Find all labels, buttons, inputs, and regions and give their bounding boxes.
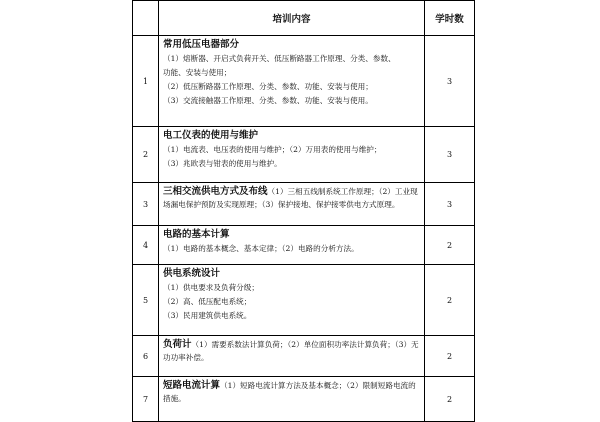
row-index: 6: [133, 336, 159, 377]
row-line: （1）熔断器、开启式负荷开关、低压断路器工作原理、分类、参数、: [163, 54, 396, 63]
row-line: （2）高、低压配电系统；: [163, 297, 252, 306]
row-hours: 2: [425, 265, 475, 336]
table-row: [133, 127, 475, 183]
row-index: 7: [133, 377, 159, 422]
row-content: [159, 265, 425, 336]
row-line: （2）低压断路器工作原理、分类、参数、功能、安装与使用；: [163, 82, 373, 91]
row-text: （1）短路电流计算方法及基本概念；（2）限制短路电流的措施。: [163, 381, 416, 403]
row-text: （1）需要系数法计算负荷；（2）单位面积功率法计算负荷；（3）无功功率补偿。: [163, 340, 419, 362]
table-header-row: [133, 1, 475, 36]
row-line: （3）民用建筑供电系统。: [163, 311, 252, 320]
row-hours: 3: [425, 36, 475, 127]
row-content: [159, 336, 425, 377]
row-content: [159, 127, 425, 183]
row-hours: 2: [425, 377, 475, 422]
row-title: 供电系统设计: [163, 268, 221, 279]
training-content-table: [132, 0, 475, 422]
row-title: 电工仪表的使用与维护: [163, 130, 259, 141]
table-row: [133, 377, 475, 422]
header-index: [133, 1, 159, 36]
row-text: （1）三相五线制系统工作原理；（2）工业现场漏电保护预防及实现原理；（3）保护接地、保护接零供电方式原理。: [163, 187, 418, 209]
row-paragraph: [163, 379, 421, 405]
header-content: 培训内容: [159, 1, 425, 36]
row-paragraph: [163, 338, 421, 364]
row-title: 三相交流供电方式及布线: [163, 186, 268, 197]
row-index: 4: [133, 226, 159, 265]
row-hours: 2: [425, 336, 475, 377]
row-content: [159, 36, 425, 127]
table-row: [133, 336, 475, 377]
row-line: （1）供电要求及负荷分级；: [163, 283, 259, 292]
row-index: 2: [133, 127, 159, 183]
header-hours: 学时数: [425, 1, 475, 36]
row-line: （1）电流表、电压表的使用与维护；（2）万用表的使用与维护；: [163, 145, 382, 154]
table-row: [133, 36, 475, 127]
row-line: 功能、安装与使用；: [163, 68, 232, 77]
row-line: （1）电路的基本概念、基本定律；（2）电路的分析方法。: [163, 244, 359, 253]
row-hours: 3: [425, 127, 475, 183]
row-index: 3: [133, 183, 159, 226]
row-content: [159, 226, 425, 265]
row-paragraph: [163, 185, 421, 211]
row-hours: 2: [425, 226, 475, 265]
table-row: [133, 226, 475, 265]
row-hours: 3: [425, 183, 475, 226]
table-row: [133, 265, 475, 336]
course-table-page: [132, 0, 474, 404]
row-index: 5: [133, 265, 159, 336]
row-title: 负荷计: [163, 339, 192, 350]
row-title: 电路的基本计算: [163, 229, 230, 240]
table-row: [133, 183, 475, 226]
row-title: 短路电流计算: [163, 380, 221, 391]
row-title: 常用低压电器部分: [163, 39, 240, 50]
row-content: [159, 377, 425, 422]
row-line: （3）兆欧表与钳表的使用与维护。: [163, 159, 282, 168]
row-index: 1: [133, 36, 159, 127]
row-content: [159, 183, 425, 226]
row-line: （3）交流接触器工作原理、分类、参数、功能、安装与使用。: [163, 96, 373, 105]
